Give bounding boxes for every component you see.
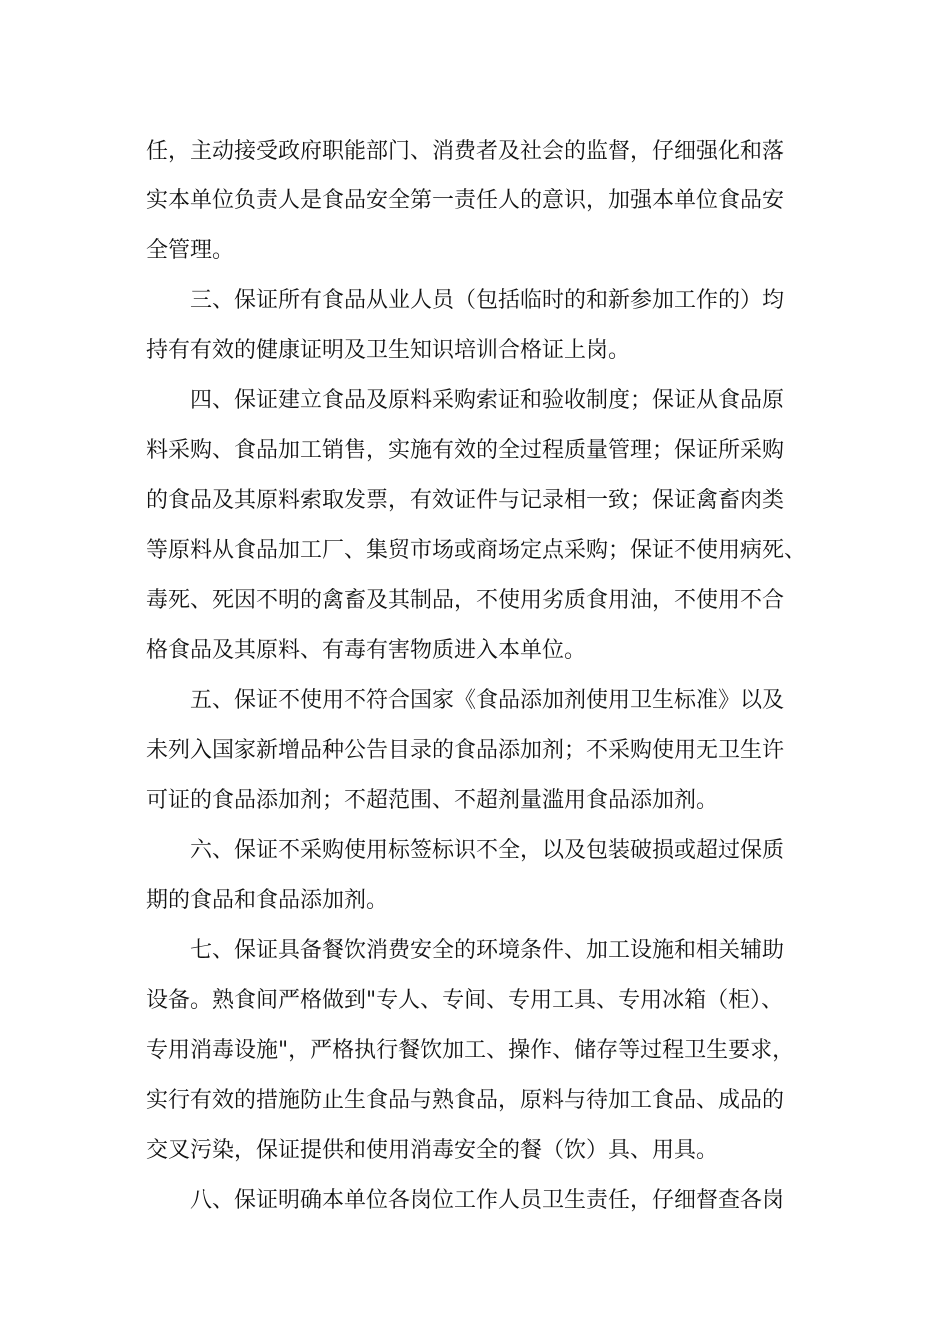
text-line: 等原料从食品加工厂、集贸市场或商场定点采购；保证不使用病死、 <box>146 538 807 563</box>
text-line: 七、保证具备餐饮消费安全的环境条件、加工设施和相关辅助 <box>190 938 785 963</box>
text-line: 实本单位负责人是食品安全第一责任人的意识，加强本单位食品安 <box>146 188 785 213</box>
text-line: 的食品及其原料索取发票，有效证件与记录相一致；保证禽畜肉类 <box>146 488 785 513</box>
text-line: 八、保证明确本单位各岗位工作人员卫生责任，仔细督查各岗 <box>190 1188 785 1213</box>
text-line: 毒死、死因不明的禽畜及其制品，不使用劣质食用油，不使用不合 <box>146 588 785 613</box>
text-line: 五、保证不使用不符合国家《食品添加剂使用卫生标准》以及 <box>190 688 785 713</box>
text-line: 专用消毒设施"，严格执行餐饮加工、操作、储存等过程卫生要求， <box>146 1038 795 1063</box>
text-line: 持有有效的健康证明及卫生知识培训合格证上岗。 <box>146 338 631 363</box>
text-line: 期的食品和食品添加剂。 <box>146 888 389 913</box>
text-line: 料采购、食品加工销售，实施有效的全过程质量管理；保证所采购 <box>146 438 785 463</box>
text-line: 未列入国家新增品种公告目录的食品添加剂；不采购使用无卫生许 <box>146 738 785 763</box>
text-line: 四、保证建立食品及原料采购索证和验收制度；保证从食品原 <box>190 388 785 413</box>
text-line: 三、保证所有食品从业人员（包括临时的和新参加工作的）均 <box>190 288 785 313</box>
text-line: 六、保证不采购使用标签标识不全，以及包装破损或超过保质 <box>190 838 785 863</box>
text-line: 实行有效的措施防止生食品与熟食品，原料与待加工食品、成品的 <box>146 1088 785 1113</box>
text-line: 任，主动接受政府职能部门、消费者及社会的监督，仔细强化和落 <box>146 139 785 164</box>
text-line: 格食品及其原料、有毒有害物质进入本单位。 <box>146 638 587 663</box>
text-line: 全管理。 <box>146 238 235 263</box>
text-line: 设备。熟食间严格做到"专人、专间、专用工具、专用冰箱（柜）、 <box>146 988 784 1013</box>
text-line: 可证的食品添加剂；不超范围、不超剂量滥用食品添加剂。 <box>146 788 719 813</box>
text-line: 交叉污染，保证提供和使用消毒安全的餐（饮）具、用具。 <box>146 1138 719 1163</box>
